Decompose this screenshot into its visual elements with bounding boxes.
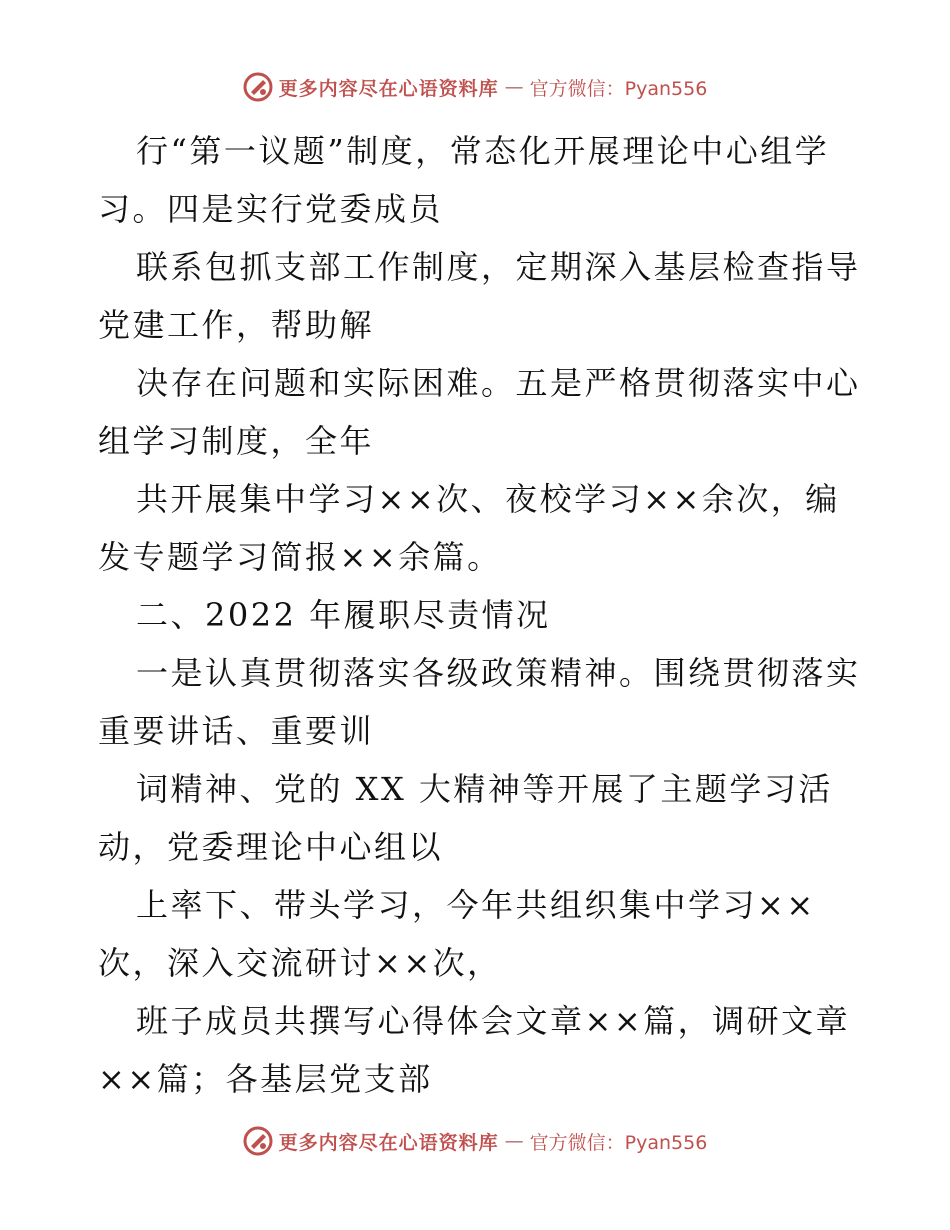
brand-logo-icon <box>243 72 273 102</box>
brand-logo-icon <box>243 1126 273 1156</box>
text-line: 重要讲话、重要训 <box>98 712 375 750</box>
text-line: 组学习制度，全年 <box>98 422 375 460</box>
document-body <box>98 122 861 1108</box>
text-line: 行“第一议题”制度，常态化开展理论中心组学 <box>136 132 830 170</box>
text-line: 词精神、党的 XX 大精神等开展了主题学习活 <box>136 770 833 808</box>
text-line: 党建工作，帮助解 <box>98 306 375 344</box>
text-line: ××篇；各基层党支部 <box>98 1060 433 1098</box>
text-line: 动，党委理论中心组以 <box>98 828 444 866</box>
text-line: 联系包抓支部工作制度，定期深入基层检查指导 <box>136 248 861 286</box>
watermark-suffix: 官方微信：Pyan556 <box>529 1131 708 1154</box>
watermark-text: 更多内容尽在心语资料库 <box>278 77 499 100</box>
text-line: 上率下、带头学习，今年共组织集中学习×× <box>136 886 816 924</box>
text-line: 发专题学习简报××余篇。 <box>98 538 502 576</box>
text-line: 共开展集中学习××次、夜校学习××余次，编 <box>136 480 840 518</box>
text-line: 一是认真贯彻落实各级政策精神。围绕贯彻落实 <box>136 654 861 692</box>
text-line: 习。四是实行党委成员 <box>98 190 444 228</box>
watermark-separator: — <box>504 76 524 98</box>
text-line: 决存在问题和实际困难。五是严格贯彻落实中心 <box>136 364 861 402</box>
watermark-text: 更多内容尽在心语资料库 <box>278 1131 499 1154</box>
footer-watermark <box>0 1126 950 1156</box>
watermark-suffix: 官方微信：Pyan556 <box>529 77 708 100</box>
text-line: 次，深入交流研讨××次， <box>98 944 502 982</box>
text-line: 班子成员共撰写心得体会文章××篇，调研文章 <box>136 1002 851 1040</box>
header-watermark <box>0 72 950 102</box>
text-line: 二、2022 年履职尽责情况 <box>136 596 551 634</box>
watermark-separator: — <box>504 1130 524 1152</box>
